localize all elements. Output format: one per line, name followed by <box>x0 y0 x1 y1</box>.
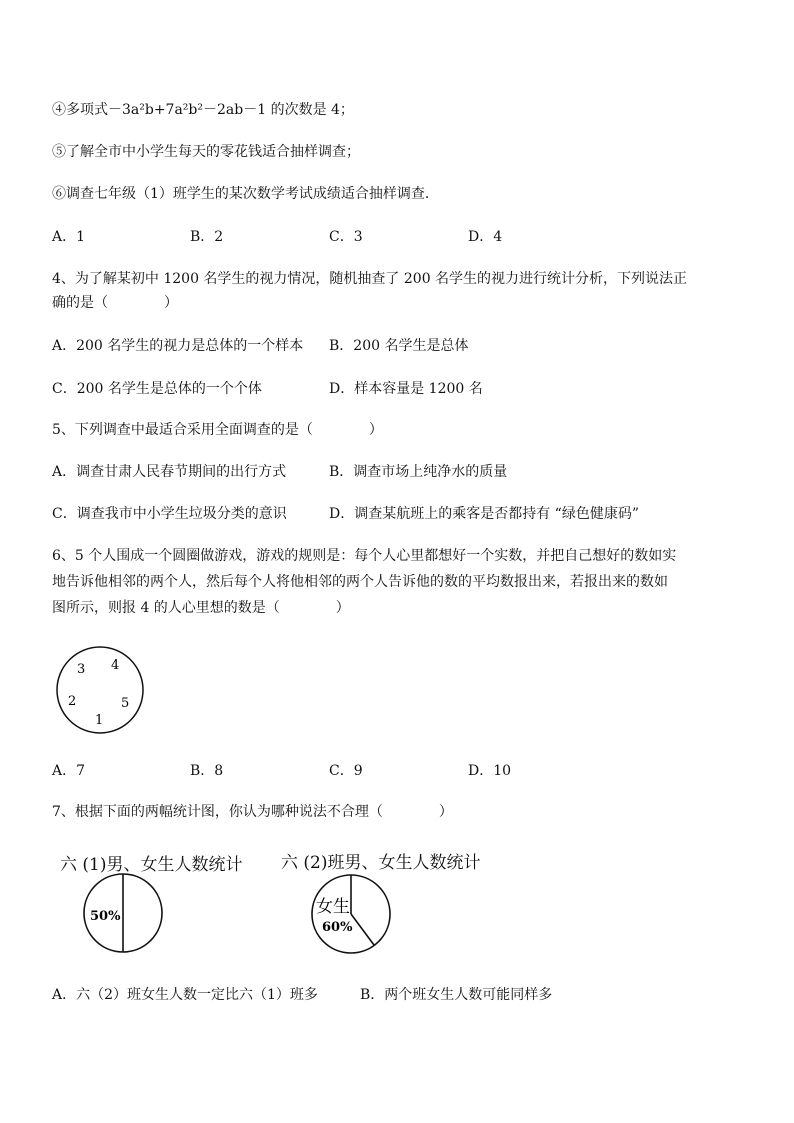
statement-6: ⑥调查七年级（1）班学生的某次数学考试成绩适合抽样调查． <box>52 186 439 202</box>
q7-option-a: A．六（2）班女生人数一定比六（1）班多 <box>52 987 318 1003</box>
q3-option-a: A．1 <box>52 229 86 245</box>
chart1-pie <box>82 872 166 954</box>
q4-stem-line1: 4、为了解某初中 1200 名学生的视力情况，随机抽查了 200 名学生的视力进行统计分析，下列说法正 <box>52 271 688 287</box>
chart2-percent-label: 60% <box>322 920 353 935</box>
q6-stem-line2: 地告诉他相邻的两个人，然后每个人将他相邻的两个人告诉他的数的平均数报出来，若报出来的数如 <box>52 574 668 590</box>
q6-stem-line3: 图所示，则报 4 的人心里想的数是（ ） <box>52 600 350 616</box>
q6-circle-figure <box>54 645 148 735</box>
q5-option-d: D．调查某航班上的乘客是否都持有 “绿色健康码” <box>329 506 639 522</box>
circle-number-5: 5 <box>121 696 130 711</box>
chart2-pie <box>310 872 394 956</box>
q5-stem: 5、下列调查中最适合采用全面调查的是（ ） <box>52 422 383 438</box>
circle-number-2: 2 <box>68 694 77 709</box>
statement-5: ⑤了解全市中小学生每天的零花钱适合抽样调查； <box>52 144 360 160</box>
q3-option-b: B．2 <box>190 229 224 245</box>
q7-option-b: B．两个班女生人数可能同样多 <box>360 987 553 1003</box>
chart2-girls-label: 女生 <box>316 897 350 917</box>
q7-stem: 7、根据下面的两幅统计图，你认为哪种说法不合理（ ） <box>52 804 453 820</box>
statement-4 <box>52 100 354 120</box>
chart2-title: 六 (2)班男、女生人数统计 <box>281 853 481 873</box>
q6-stem-line1: 6、5 个人围成一个圆圈做游戏，游戏的规则是：每个人心里都想好一个实数，并把自己想好的数如实 <box>52 548 677 564</box>
q5-option-a: A．调查甘肃人民春节期间的出行方式 <box>52 464 287 480</box>
q4-option-c: C．200 名学生是总体的一个个体 <box>52 381 262 397</box>
q5-option-c: C．调查我市中小学生垃圾分类的意识 <box>52 506 287 522</box>
q3-option-c: C．3 <box>329 229 363 245</box>
circle-number-3: 3 <box>77 662 86 677</box>
q4-option-a: A．200 名学生的视力是总体的一个样本 <box>52 338 304 354</box>
q6-option-a: A．7 <box>52 763 86 779</box>
chart1-title: 六 (1)男、女生人数统计 <box>60 855 243 875</box>
chart2-radius-slice <box>351 914 374 945</box>
q5-option-b: B．调查市场上纯净水的质量 <box>329 464 508 480</box>
q4-stem-line2: 确的是（ ） <box>52 295 178 311</box>
circle-number-1: 1 <box>95 713 104 728</box>
q6-option-b: B．8 <box>190 763 224 779</box>
statement-4-text: ④多项式－3a²b+7a²b²－2ab－1 的次数是 4； <box>52 102 354 118</box>
q4-option-b: B．200 名学生是总体 <box>329 338 469 354</box>
q6-option-c: C．9 <box>329 763 363 779</box>
chart1-percent-label: 50% <box>90 909 121 924</box>
q6-option-d: D．10 <box>468 763 512 779</box>
circle-number-4: 4 <box>111 658 120 673</box>
q4-option-d: D．样本容量是 1200 名 <box>329 381 483 397</box>
q3-option-d: D．4 <box>468 229 503 245</box>
